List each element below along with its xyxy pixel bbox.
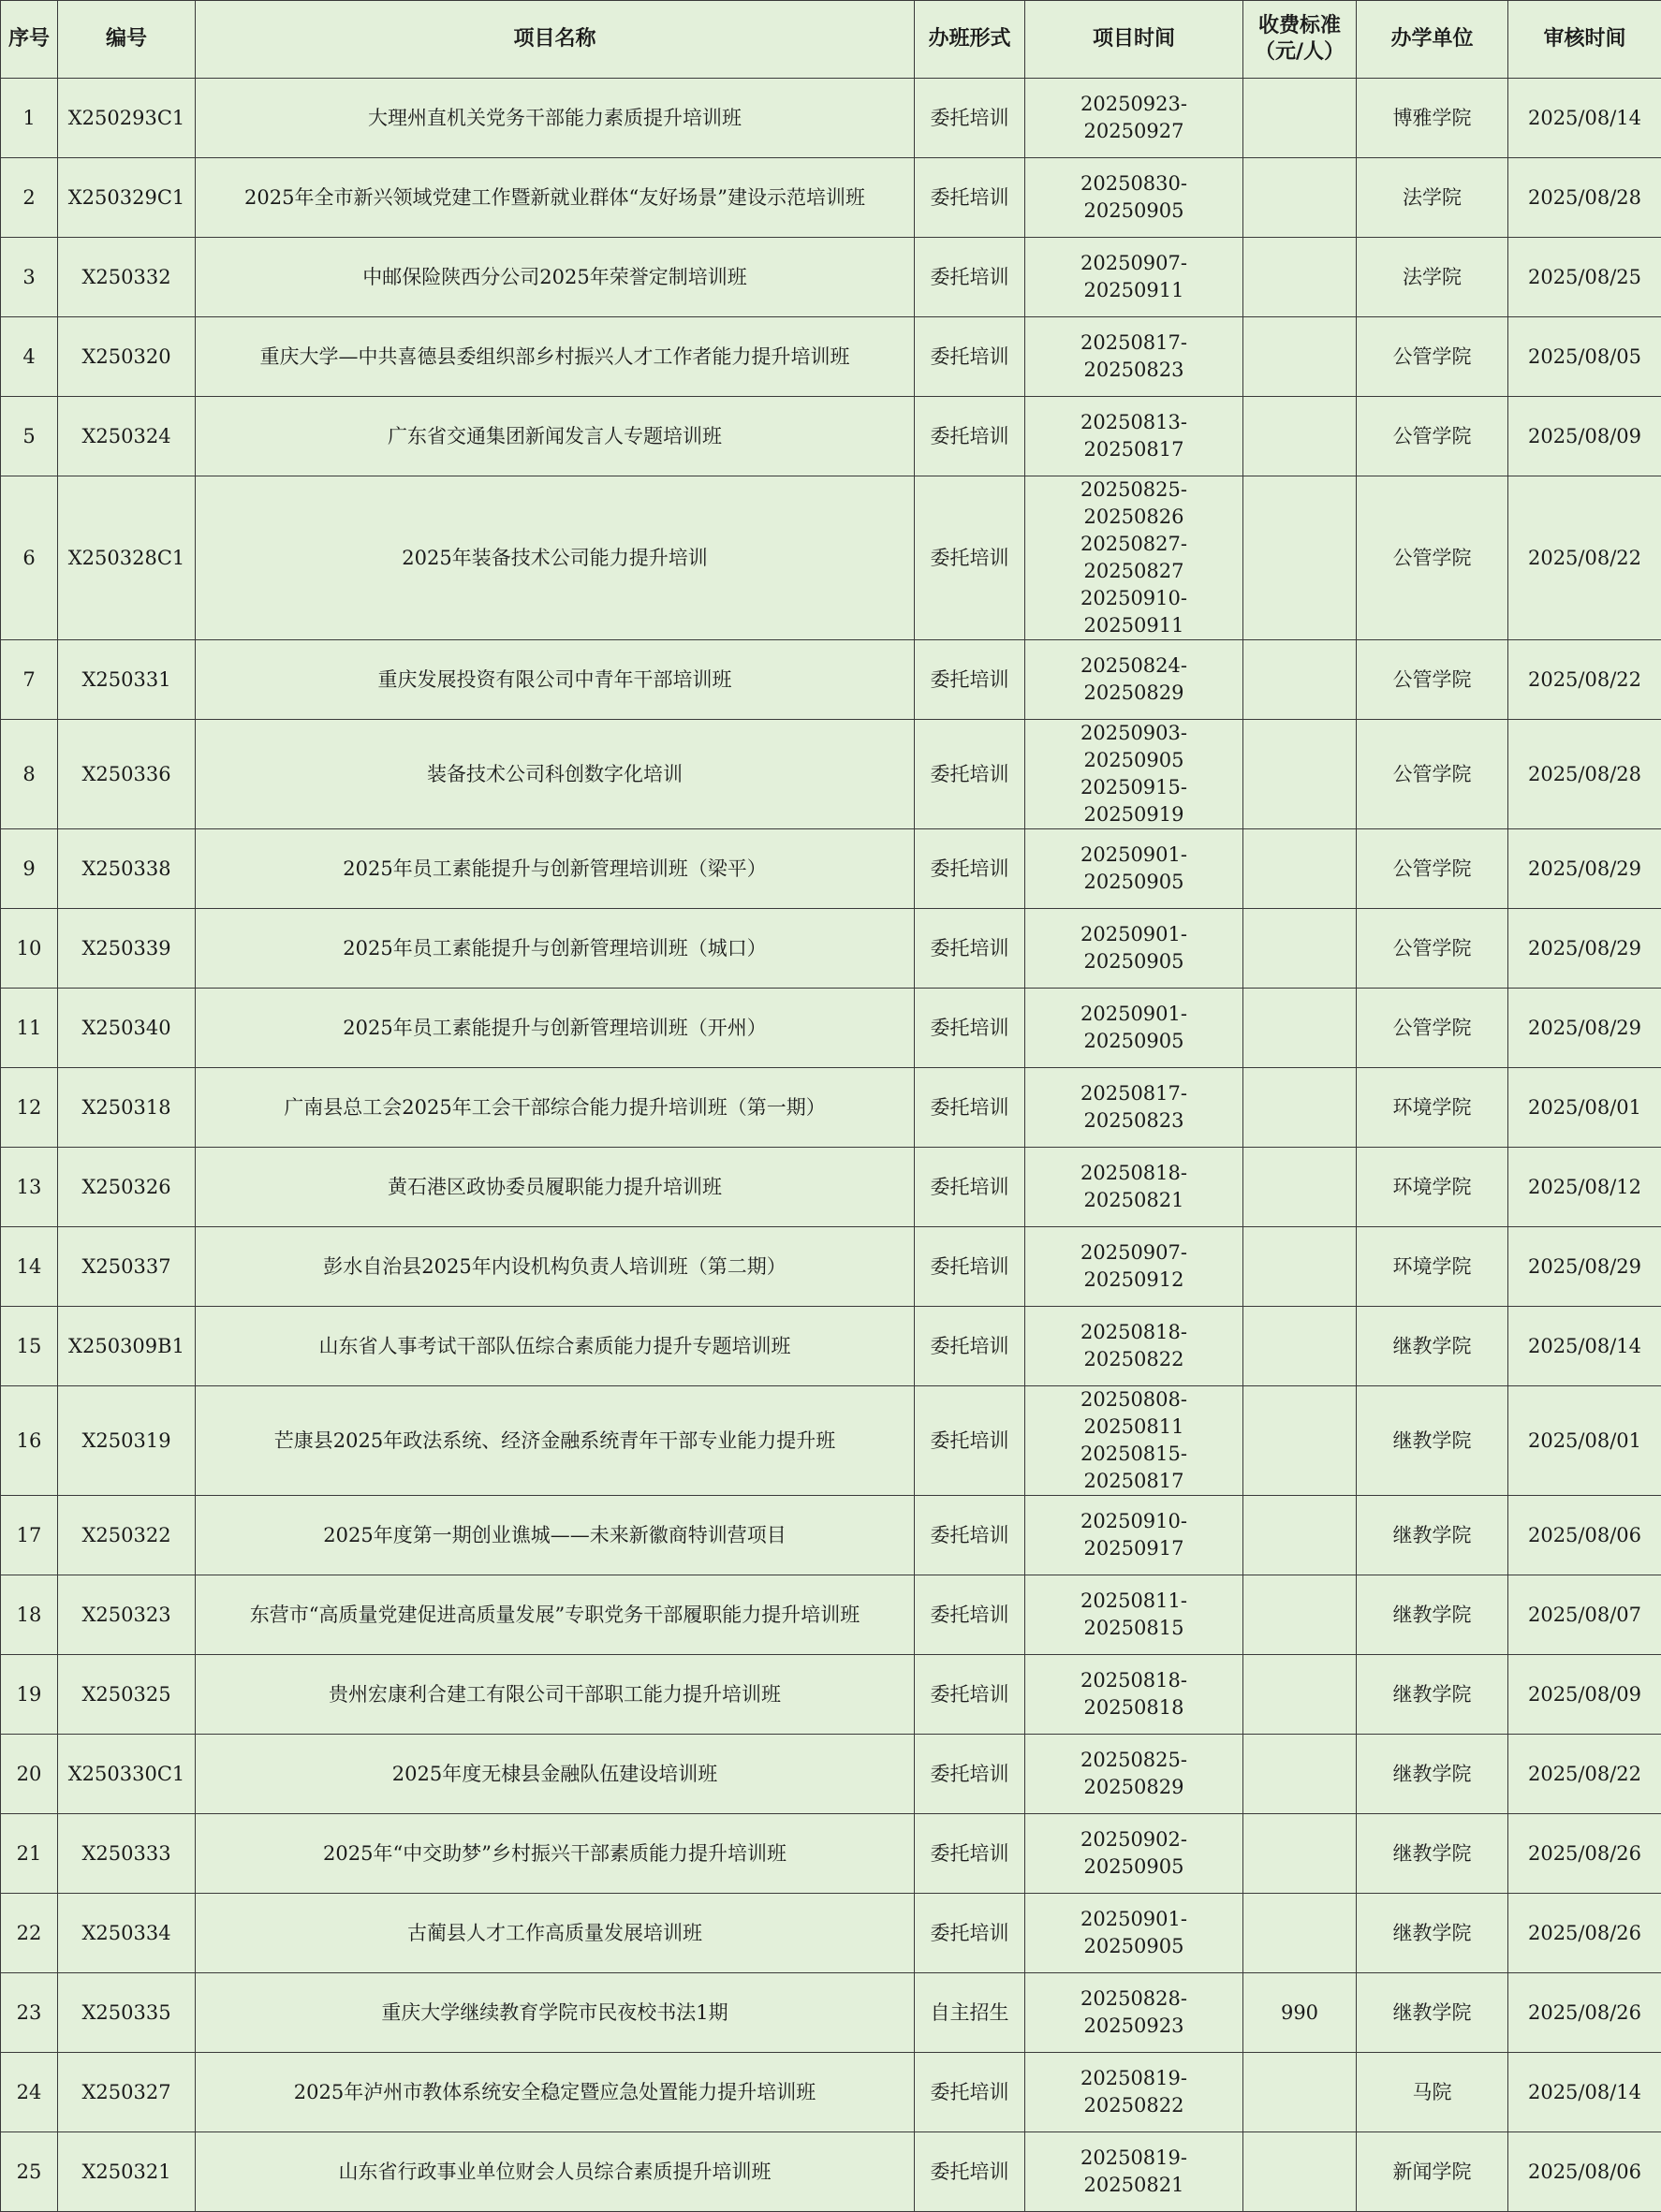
cell-no: 9	[1, 829, 58, 909]
cell-form: 委托培训	[915, 476, 1025, 640]
cell-time	[1025, 2053, 1243, 2132]
cell-time	[1025, 1575, 1243, 1655]
cell-form: 委托培训	[915, 1148, 1025, 1227]
time-range: 20250811-20250815	[1031, 1588, 1237, 1642]
cell-code: X250326	[58, 1148, 196, 1227]
cell-date: 2025/08/26	[1508, 1894, 1661, 1973]
cell-form: 委托培训	[915, 1386, 1025, 1496]
cell-time	[1025, 1068, 1243, 1148]
cell-fee	[1243, 476, 1357, 640]
table-row	[1, 1575, 1661, 1655]
cell-form: 委托培训	[915, 720, 1025, 829]
cell-form: 委托培训	[915, 1655, 1025, 1735]
cell-form: 委托培训	[915, 1894, 1025, 1973]
cell-time	[1025, 909, 1243, 989]
cell-time	[1025, 1894, 1243, 1973]
cell-no: 8	[1, 720, 58, 829]
cell-name: 2025年“中交助梦”乡村振兴干部素质能力提升培训班	[196, 1814, 915, 1894]
cell-form: 委托培训	[915, 1307, 1025, 1386]
cell-form: 委托培训	[915, 1227, 1025, 1307]
cell-date: 2025/08/12	[1508, 1148, 1661, 1227]
header-row	[1, 1, 1661, 79]
time-range: 20250901-20250905	[1031, 1906, 1237, 1960]
table-row	[1, 1386, 1661, 1496]
cell-form: 委托培训	[915, 989, 1025, 1068]
cell-code: X250328C1	[58, 476, 196, 640]
cell-name: 2025年泸州市教体系统安全稳定暨应急处置能力提升培训班	[196, 2053, 915, 2132]
table-row	[1, 909, 1661, 989]
cell-code: X250323	[58, 1575, 196, 1655]
table-row	[1, 1307, 1661, 1386]
cell-time	[1025, 829, 1243, 909]
cell-code: X250321	[58, 2132, 196, 2212]
cell-code: X250336	[58, 720, 196, 829]
table-row	[1, 1814, 1661, 1894]
cell-code: X250309B1	[58, 1307, 196, 1386]
time-range: 20250828-20250923	[1031, 1985, 1237, 2040]
cell-fee	[1243, 1575, 1357, 1655]
time-range: 20250827-20250827	[1031, 531, 1237, 585]
cell-name: 广南县总工会2025年工会干部综合能力提升培训班（第一期）	[196, 1068, 915, 1148]
cell-code: X250322	[58, 1496, 196, 1575]
cell-date: 2025/08/29	[1508, 1227, 1661, 1307]
table-row	[1, 1496, 1661, 1575]
cell-date: 2025/08/29	[1508, 909, 1661, 989]
cell-fee	[1243, 317, 1357, 397]
cell-name: 山东省行政事业单位财会人员综合素质提升培训班	[196, 2132, 915, 2212]
cell-no: 24	[1, 2053, 58, 2132]
cell-unit: 新闻学院	[1357, 2132, 1508, 2212]
cell-name: 2025年员工素能提升与创新管理培训班（城口）	[196, 909, 915, 989]
cell-no: 11	[1, 989, 58, 1068]
cell-name: 东营市“高质量党建促进高质量发展”专职党务干部履职能力提升培训班	[196, 1575, 915, 1655]
cell-no: 25	[1, 2132, 58, 2212]
cell-code: X250329C1	[58, 158, 196, 238]
cell-date: 2025/08/29	[1508, 829, 1661, 909]
cell-code: X250319	[58, 1386, 196, 1496]
cell-time	[1025, 1496, 1243, 1575]
cell-name: 2025年员工素能提升与创新管理培训班（开州）	[196, 989, 915, 1068]
table-row	[1, 238, 1661, 317]
cell-unit: 法学院	[1357, 158, 1508, 238]
cell-form: 委托培训	[915, 2132, 1025, 2212]
cell-name: 中邮保险陕西分公司2025年荣誉定制培训班	[196, 238, 915, 317]
time-range: 20250819-20250822	[1031, 2065, 1237, 2119]
cell-date: 2025/08/14	[1508, 2053, 1661, 2132]
cell-form: 委托培训	[915, 1068, 1025, 1148]
time-range: 20250903-20250905	[1031, 720, 1237, 774]
cell-time	[1025, 2132, 1243, 2212]
cell-unit: 公管学院	[1357, 720, 1508, 829]
table-row	[1, 1148, 1661, 1227]
cell-code: X250327	[58, 2053, 196, 2132]
cell-time	[1025, 158, 1243, 238]
cell-no: 17	[1, 1496, 58, 1575]
cell-unit: 继教学院	[1357, 1575, 1508, 1655]
time-range: 20250825-20250826	[1031, 476, 1237, 531]
table-row	[1, 2053, 1661, 2132]
cell-form: 委托培训	[915, 1575, 1025, 1655]
time-range: 20250923-20250927	[1031, 91, 1237, 145]
cell-date: 2025/08/22	[1508, 476, 1661, 640]
cell-unit: 公管学院	[1357, 476, 1508, 640]
time-range: 20250819-20250821	[1031, 2145, 1237, 2199]
cell-date: 2025/08/06	[1508, 1496, 1661, 1575]
header-name: 项目名称	[196, 1, 915, 79]
cell-fee	[1243, 640, 1357, 720]
cell-no: 2	[1, 158, 58, 238]
cell-form: 自主招生	[915, 1973, 1025, 2053]
cell-unit: 博雅学院	[1357, 79, 1508, 158]
cell-date: 2025/08/26	[1508, 1973, 1661, 2053]
table-row	[1, 1894, 1661, 1973]
table-row	[1, 1227, 1661, 1307]
cell-fee	[1243, 1655, 1357, 1735]
cell-name: 重庆大学—中共喜德县委组织部乡村振兴人才工作者能力提升培训班	[196, 317, 915, 397]
cell-no: 19	[1, 1655, 58, 1735]
table-body	[1, 79, 1661, 2212]
cell-time	[1025, 238, 1243, 317]
table-row	[1, 397, 1661, 476]
cell-time	[1025, 476, 1243, 640]
cell-unit: 公管学院	[1357, 317, 1508, 397]
cell-unit: 继教学院	[1357, 1973, 1508, 2053]
cell-form: 委托培训	[915, 1814, 1025, 1894]
cell-fee	[1243, 1227, 1357, 1307]
header-fee	[1243, 1, 1357, 79]
table-row	[1, 476, 1661, 640]
cell-code: X250337	[58, 1227, 196, 1307]
time-range: 20250815-20250817	[1031, 1441, 1237, 1495]
time-range: 20250813-20250817	[1031, 409, 1237, 463]
cell-code: X250333	[58, 1814, 196, 1894]
table-row	[1, 1068, 1661, 1148]
cell-time	[1025, 317, 1243, 397]
cell-date: 2025/08/01	[1508, 1386, 1661, 1496]
cell-no: 4	[1, 317, 58, 397]
time-range: 20250915-20250919	[1031, 774, 1237, 828]
cell-name: 黄石港区政协委员履职能力提升培训班	[196, 1148, 915, 1227]
cell-date: 2025/08/26	[1508, 1814, 1661, 1894]
table-row	[1, 640, 1661, 720]
time-range: 20250818-20250822	[1031, 1319, 1237, 1373]
table-row	[1, 1973, 1661, 2053]
cell-no: 15	[1, 1307, 58, 1386]
header-code: 编号	[58, 1, 196, 79]
cell-code: X250332	[58, 238, 196, 317]
cell-time	[1025, 1227, 1243, 1307]
cell-fee	[1243, 1068, 1357, 1148]
cell-unit: 环境学院	[1357, 1068, 1508, 1148]
cell-fee	[1243, 158, 1357, 238]
cell-form: 委托培训	[915, 640, 1025, 720]
cell-code: X250320	[58, 317, 196, 397]
cell-date: 2025/08/28	[1508, 158, 1661, 238]
cell-name: 2025年装备技术公司能力提升培训	[196, 476, 915, 640]
cell-no: 18	[1, 1575, 58, 1655]
cell-code: X250331	[58, 640, 196, 720]
cell-form: 委托培训	[915, 158, 1025, 238]
cell-time	[1025, 1735, 1243, 1814]
cell-name: 大理州直机关党务干部能力素质提升培训班	[196, 79, 915, 158]
cell-time	[1025, 1148, 1243, 1227]
cell-unit: 公管学院	[1357, 829, 1508, 909]
time-range: 20250817-20250823	[1031, 1080, 1237, 1135]
cell-no: 14	[1, 1227, 58, 1307]
time-range: 20250818-20250821	[1031, 1160, 1237, 1214]
cell-unit: 继教学院	[1357, 1496, 1508, 1575]
table-row	[1, 1735, 1661, 1814]
cell-no: 22	[1, 1894, 58, 1973]
cell-date: 2025/08/29	[1508, 989, 1661, 1068]
cell-name: 山东省人事考试干部队伍综合素质能力提升专题培训班	[196, 1307, 915, 1386]
header-fee-label: 收费标准 （元/人）	[1249, 13, 1350, 66]
table-row	[1, 1655, 1661, 1735]
header-time: 项目时间	[1025, 1, 1243, 79]
cell-code: X250339	[58, 909, 196, 989]
time-range: 20250830-20250905	[1031, 170, 1237, 225]
cell-no: 23	[1, 1973, 58, 2053]
cell-unit: 继教学院	[1357, 1655, 1508, 1735]
time-range: 20250910-20250917	[1031, 1508, 1237, 1562]
cell-unit: 继教学院	[1357, 1894, 1508, 1973]
cell-unit: 继教学院	[1357, 1735, 1508, 1814]
cell-unit: 马院	[1357, 2053, 1508, 2132]
cell-name: 广东省交通集团新闻发言人专题培训班	[196, 397, 915, 476]
cell-code: X250325	[58, 1655, 196, 1735]
cell-time	[1025, 720, 1243, 829]
cell-code: X250318	[58, 1068, 196, 1148]
cell-form: 委托培训	[915, 238, 1025, 317]
cell-fee	[1243, 2053, 1357, 2132]
cell-unit: 法学院	[1357, 238, 1508, 317]
cell-code: X250335	[58, 1973, 196, 2053]
cell-fee	[1243, 1148, 1357, 1227]
cell-name: 古蔺县人才工作高质量发展培训班	[196, 1894, 915, 1973]
cell-unit: 继教学院	[1357, 1307, 1508, 1386]
time-range: 20250901-20250905	[1031, 842, 1237, 896]
time-range: 20250907-20250911	[1031, 250, 1237, 304]
cell-unit: 环境学院	[1357, 1227, 1508, 1307]
cell-date: 2025/08/07	[1508, 1575, 1661, 1655]
cell-time	[1025, 79, 1243, 158]
header-form: 办班形式	[915, 1, 1025, 79]
cell-date: 2025/08/09	[1508, 397, 1661, 476]
cell-form: 委托培训	[915, 1735, 1025, 1814]
cell-name: 重庆大学继续教育学院市民夜校书法1期	[196, 1973, 915, 2053]
table-row	[1, 158, 1661, 238]
header-date: 审核时间	[1508, 1, 1661, 79]
cell-unit: 公管学院	[1357, 397, 1508, 476]
cell-name: 2025年全市新兴领域党建工作暨新就业群体“友好场景”建设示范培训班	[196, 158, 915, 238]
cell-fee	[1243, 829, 1357, 909]
time-range: 20250910-20250911	[1031, 585, 1237, 639]
cell-fee	[1243, 79, 1357, 158]
header-no: 序号	[1, 1, 58, 79]
cell-code: X250330C1	[58, 1735, 196, 1814]
cell-unit: 公管学院	[1357, 909, 1508, 989]
cell-fee	[1243, 909, 1357, 989]
cell-no: 10	[1, 909, 58, 989]
time-range: 20250902-20250905	[1031, 1826, 1237, 1881]
cell-name: 重庆发展投资有限公司中青年干部培训班	[196, 640, 915, 720]
cell-date: 2025/08/28	[1508, 720, 1661, 829]
cell-date: 2025/08/09	[1508, 1655, 1661, 1735]
table-row	[1, 79, 1661, 158]
cell-name: 2025年员工素能提升与创新管理培训班（梁平）	[196, 829, 915, 909]
cell-fee	[1243, 1307, 1357, 1386]
cell-no: 12	[1, 1068, 58, 1148]
time-range: 20250824-20250829	[1031, 652, 1237, 707]
cell-no: 6	[1, 476, 58, 640]
cell-no: 3	[1, 238, 58, 317]
time-range: 20250901-20250905	[1031, 1001, 1237, 1055]
table-row	[1, 829, 1661, 909]
cell-fee	[1243, 1386, 1357, 1496]
cell-unit: 公管学院	[1357, 989, 1508, 1068]
cell-name: 2025年度无棣县金融队伍建设培训班	[196, 1735, 915, 1814]
time-range: 20250817-20250823	[1031, 330, 1237, 384]
cell-unit: 继教学院	[1357, 1386, 1508, 1496]
cell-date: 2025/08/05	[1508, 317, 1661, 397]
cell-no: 5	[1, 397, 58, 476]
cell-no: 7	[1, 640, 58, 720]
cell-unit: 环境学院	[1357, 1148, 1508, 1227]
cell-name: 芒康县2025年政法系统、经济金融系统青年干部专业能力提升班	[196, 1386, 915, 1496]
table-row	[1, 2132, 1661, 2212]
table-row	[1, 989, 1661, 1068]
cell-fee	[1243, 238, 1357, 317]
table-row	[1, 317, 1661, 397]
cell-code: X250340	[58, 989, 196, 1068]
cell-code: X250293C1	[58, 79, 196, 158]
cell-date: 2025/08/22	[1508, 1735, 1661, 1814]
cell-time	[1025, 1655, 1243, 1735]
cell-name: 贵州宏康利合建工有限公司干部职工能力提升培训班	[196, 1655, 915, 1735]
cell-fee	[1243, 1814, 1357, 1894]
cell-time	[1025, 989, 1243, 1068]
cell-form: 委托培训	[915, 79, 1025, 158]
cell-fee	[1243, 1894, 1357, 1973]
cell-date: 2025/08/14	[1508, 1307, 1661, 1386]
cell-fee: 990	[1243, 1973, 1357, 2053]
cell-no: 21	[1, 1814, 58, 1894]
cell-no: 1	[1, 79, 58, 158]
cell-no: 16	[1, 1386, 58, 1496]
cell-date: 2025/08/22	[1508, 640, 1661, 720]
cell-fee	[1243, 1735, 1357, 1814]
table-row	[1, 720, 1661, 829]
cell-fee	[1243, 1496, 1357, 1575]
cell-time	[1025, 1386, 1243, 1496]
cell-code: X250338	[58, 829, 196, 909]
time-range: 20250901-20250905	[1031, 921, 1237, 975]
cell-no: 20	[1, 1735, 58, 1814]
cell-unit: 继教学院	[1357, 1814, 1508, 1894]
time-range: 20250825-20250829	[1031, 1747, 1237, 1801]
cell-time	[1025, 1814, 1243, 1894]
cell-date: 2025/08/01	[1508, 1068, 1661, 1148]
time-range: 20250818-20250818	[1031, 1667, 1237, 1721]
cell-name: 2025年度第一期创业谯城——未来新徽商特训营项目	[196, 1496, 915, 1575]
cell-name: 装备技术公司科创数字化培训	[196, 720, 915, 829]
cell-date: 2025/08/25	[1508, 238, 1661, 317]
time-range: 20250808-20250811	[1031, 1386, 1237, 1441]
cell-form: 委托培训	[915, 1496, 1025, 1575]
cell-form: 委托培训	[915, 397, 1025, 476]
cell-time	[1025, 397, 1243, 476]
cell-fee	[1243, 2132, 1357, 2212]
cell-unit: 公管学院	[1357, 640, 1508, 720]
cell-name: 彭水自治县2025年内设机构负责人培训班（第二期）	[196, 1227, 915, 1307]
cell-time	[1025, 640, 1243, 720]
cell-time	[1025, 1307, 1243, 1386]
cell-form: 委托培训	[915, 829, 1025, 909]
cell-code: X250334	[58, 1894, 196, 1973]
cell-fee	[1243, 989, 1357, 1068]
cell-fee	[1243, 720, 1357, 829]
cell-date: 2025/08/14	[1508, 79, 1661, 158]
cell-fee	[1243, 397, 1357, 476]
cell-time	[1025, 1973, 1243, 2053]
cell-no: 13	[1, 1148, 58, 1227]
cell-form: 委托培训	[915, 317, 1025, 397]
cell-date: 2025/08/06	[1508, 2132, 1661, 2212]
header-unit: 办学单位	[1357, 1, 1508, 79]
cell-form: 委托培训	[915, 2053, 1025, 2132]
time-range: 20250907-20250912	[1031, 1239, 1237, 1294]
cell-code: X250324	[58, 397, 196, 476]
cell-form: 委托培训	[915, 909, 1025, 989]
